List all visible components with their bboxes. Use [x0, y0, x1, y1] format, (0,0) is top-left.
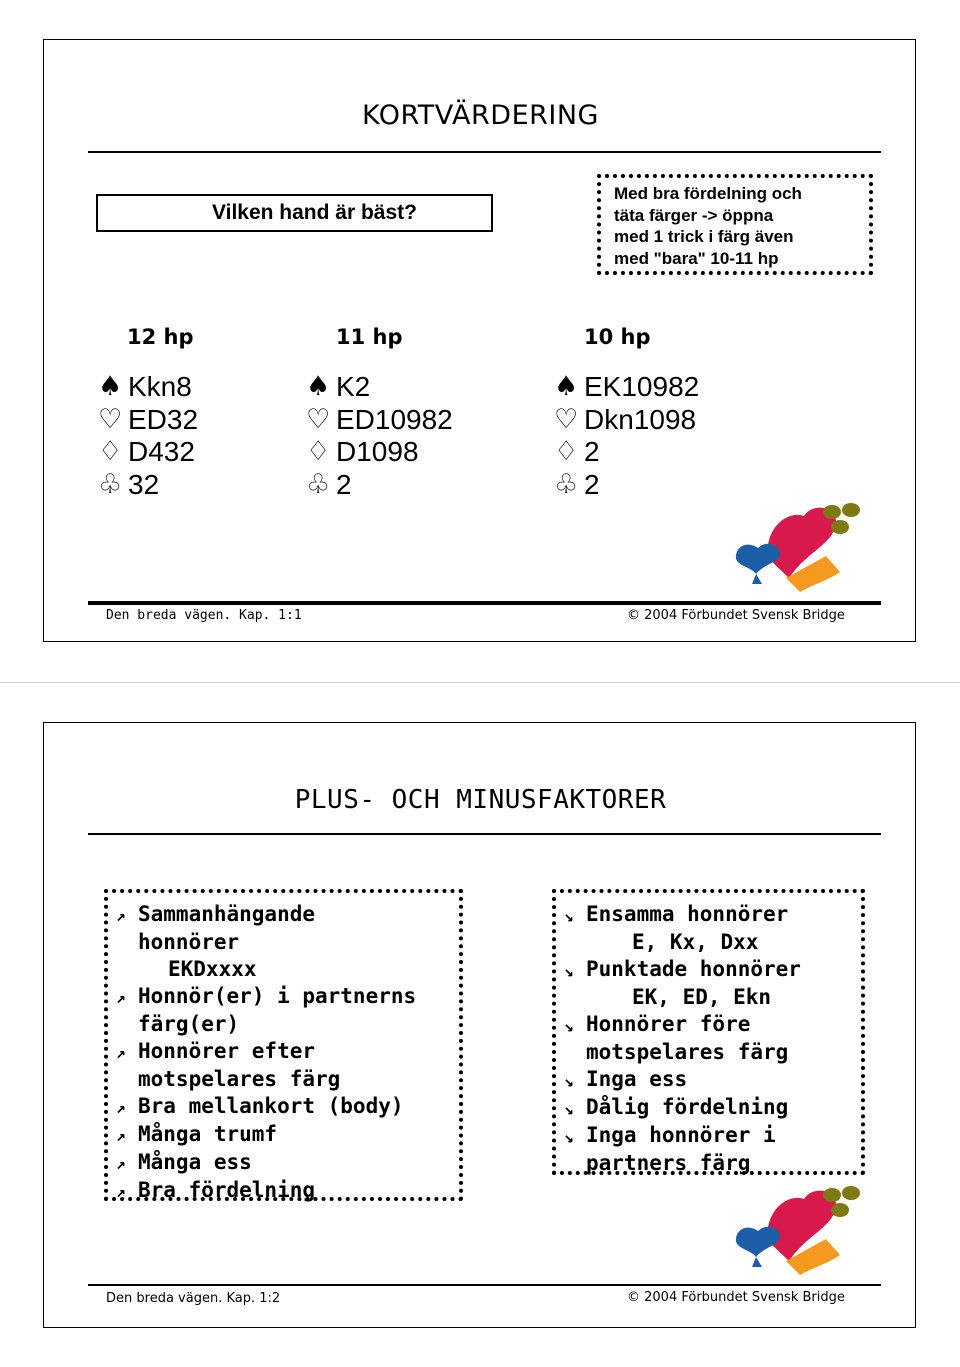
hand-2 [306, 371, 453, 501]
hand-3-clubs: 2 [584, 468, 600, 500]
arrow-down-icon: ↘ [564, 1071, 574, 1090]
spade-icon: ♠ [554, 371, 579, 402]
plus-item: ↗ Bra fördelning [116, 1177, 459, 1205]
plus-item: ↗ Många trumf [116, 1121, 459, 1149]
plus-item: ↗ Honnörer efter [116, 1038, 459, 1066]
heart-icon: ♡ [554, 403, 579, 435]
footer-rule [88, 1284, 881, 1286]
minus-item: ↘ Inga ess [564, 1066, 861, 1094]
club-icon: ♧ [98, 468, 123, 500]
hand-3-spades: EK10982 [584, 371, 700, 402]
minus-item: ↘ Dålig fördelning [564, 1094, 861, 1122]
plus-item: EKDxxxx [168, 957, 257, 981]
slide-title: KORTVÄRDERING [362, 100, 599, 131]
footer-copyright: © 2004 Förbundet Svensk Bridge [627, 1290, 845, 1305]
note-box [597, 174, 873, 275]
hand-2-diamonds: D1098 [336, 436, 419, 467]
heart-icon: ♡ [98, 403, 123, 435]
diamond-icon: ♢ [306, 436, 331, 467]
minus-item: ↘ Punktade honnörer [564, 956, 861, 984]
plus-item: ↗ Många ess [116, 1149, 459, 1177]
arrow-up-icon: ↗ [116, 1043, 126, 1062]
title-rule [88, 151, 881, 153]
arrow-up-icon: ↗ [116, 906, 126, 925]
hand-1-diamonds: D432 [128, 436, 195, 467]
plus-item: honnörer [138, 930, 240, 954]
hand-3-hearts: Dkn1098 [584, 403, 697, 435]
bridge-logo-icon [734, 500, 864, 595]
footer-chapter: Den breda vägen. Kap. 1:2 [106, 1291, 281, 1306]
arrow-up-icon: ↗ [116, 1126, 126, 1145]
footer-copyright: © 2004 Förbundet Svensk Bridge [627, 608, 845, 623]
plus-factors-box [104, 889, 463, 1201]
hand-2-hearts: ED10982 [336, 403, 453, 435]
arrow-down-icon: ↘ [564, 961, 574, 980]
arrow-up-icon: ↗ [116, 1098, 126, 1117]
plus-item: ↗ Bra mellankort (body) [116, 1093, 459, 1121]
hand-1-hp: 12 hp [127, 325, 194, 349]
minus-item: E, Kx, Dxx [632, 930, 759, 954]
arrow-up-icon: ↗ [116, 1182, 126, 1201]
note-line: med "bara" 10-11 hp [614, 248, 779, 268]
note-line: täta färger -> öppna [614, 205, 774, 225]
title-rule [88, 833, 881, 835]
diamond-icon: ♢ [98, 436, 123, 467]
note-line: med 1 trick i färg även [614, 227, 794, 246]
hand-2-spades: K2 [336, 371, 371, 402]
minus-item: ↘ Ensamma honnörer [564, 901, 861, 929]
arrow-down-icon: ↘ [564, 1016, 574, 1035]
minus-item: ↘ Inga honnörer i [564, 1122, 861, 1150]
page-separator [0, 682, 960, 683]
arrow-down-icon: ↘ [564, 1127, 574, 1146]
plus-item: ↗ Sammanhängande [116, 901, 459, 929]
hand-1-clubs: 32 [128, 468, 160, 500]
arrow-up-icon: ↗ [116, 988, 126, 1007]
hand-1-spades: Kkn8 [128, 371, 192, 402]
minus-item: ↘ Honnörer före [564, 1011, 861, 1039]
plus-item: färg(er) [138, 1012, 240, 1036]
bridge-logo-icon [734, 1183, 864, 1278]
hand-1-hearts: ED32 [128, 403, 199, 435]
hand-2-clubs: 2 [336, 468, 352, 500]
question-box: Vilken hand är bäst? [96, 194, 493, 232]
slide-title: PLUS- OCH MINUSFAKTORER [294, 785, 667, 815]
arrow-down-icon: ↘ [564, 906, 574, 925]
minus-factors-box [552, 889, 865, 1175]
slide-1 [43, 39, 916, 642]
footer-rule [88, 601, 881, 605]
hand-1 [98, 371, 198, 501]
plus-item: ↗ Honnör(er) i partnerns [116, 983, 459, 1011]
hand-3-hp: 10 hp [584, 325, 651, 349]
arrow-down-icon: ↘ [564, 1099, 574, 1118]
plus-item: motspelares färg [138, 1067, 341, 1091]
hand-3 [554, 371, 699, 501]
heart-icon: ♡ [306, 403, 331, 435]
minus-item: partners färg [586, 1151, 751, 1175]
spade-icon: ♠ [306, 371, 331, 402]
minus-item: EK, ED, Ekn [632, 985, 772, 1009]
spade-icon: ♠ [98, 371, 123, 402]
note-line: Med bra fördelning och [614, 184, 802, 203]
minus-item: motspelares färg [586, 1040, 789, 1064]
footer-chapter: Den breda vägen. Kap. 1:1 [106, 608, 302, 623]
club-icon: ♧ [306, 468, 331, 500]
hand-2-hp: 11 hp [336, 325, 403, 349]
arrow-up-icon: ↗ [116, 1154, 126, 1173]
club-icon: ♧ [554, 468, 579, 500]
slide-2 [43, 722, 916, 1328]
hand-3-diamonds: 2 [584, 436, 600, 467]
diamond-icon: ♢ [554, 436, 579, 467]
